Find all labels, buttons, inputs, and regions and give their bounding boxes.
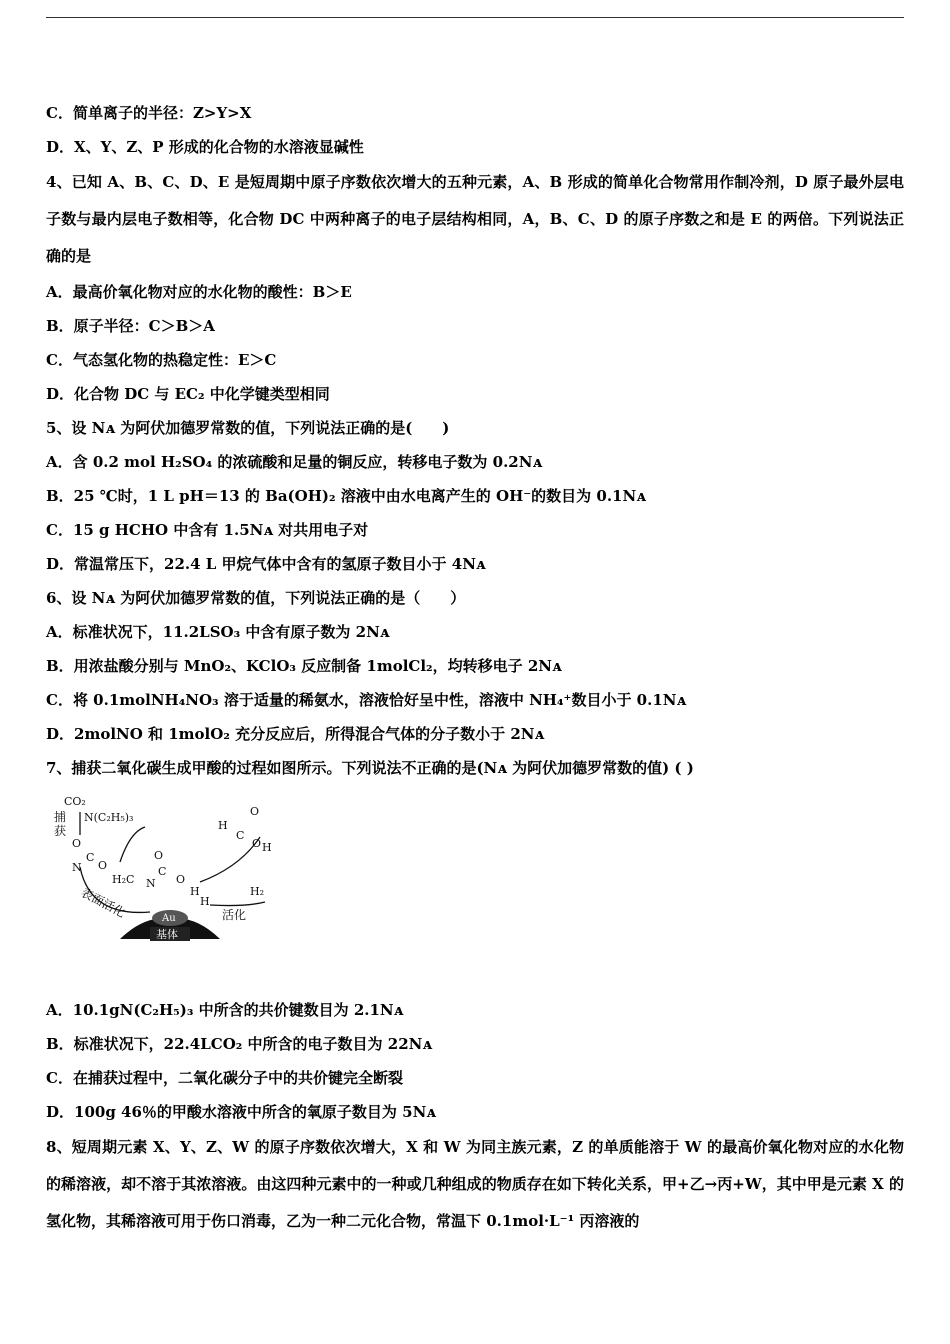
label-capture-1: 捕 bbox=[54, 810, 67, 824]
option-5a: A．含 0.2 mol H₂SO₄ 的浓硫酸和足量的铜反应，转移电子数为 0.2Nᴀ bbox=[46, 453, 543, 471]
label-substrate: 基体 bbox=[156, 928, 178, 941]
h2-arrow bbox=[210, 902, 265, 906]
option-7c: C．在捕获过程中，二氧化碳分子中的共价键完全断裂 bbox=[46, 1069, 403, 1087]
option-5b: B．25 ℃时，1 L pH＝13 的 Ba(OH)₂ 溶液中由水电离产生的 OH⁻的数目为 0.1Nᴀ bbox=[46, 487, 646, 505]
option-6c: C．将 0.1molNH₄NO₃ 溶于适量的稀氨水，溶液恰好呈中性，溶液中 NH₄⁺数目小于 0.1Nᴀ bbox=[46, 691, 687, 709]
product-arrow bbox=[200, 837, 260, 882]
option-4b: B．原子半径：C＞B＞A bbox=[46, 317, 215, 335]
label-c-1: C bbox=[86, 851, 95, 864]
option-7a: A．10.1gN(C₂H₅)₃ 中所含的共价键数目为 2.1Nᴀ bbox=[46, 1001, 404, 1019]
label-h-2: H bbox=[262, 841, 272, 854]
option-6b: B．用浓盐酸分别与 MnO₂、KClO₃ 反应制备 1molCl₂，均转移电子 2Nᴀ bbox=[46, 657, 562, 675]
label-triethylamine: N(C₂H₅)₃ bbox=[84, 811, 134, 824]
header-rule bbox=[46, 17, 904, 18]
document-body bbox=[46, 96, 904, 1240]
question-5-stem: 5、设 Nᴀ 为阿伏加德罗常数的值，下列说法正确的是( ) bbox=[46, 419, 450, 437]
label-surface-activation: 表面活化 bbox=[78, 885, 128, 921]
option-5c: C．15 g HCHO 中含有 1.5Nᴀ 对共用电子对 bbox=[46, 521, 369, 539]
option-6d: D．2molNO 和 1molO₂ 充分反应后，所得混合气体的分子数小于 2Nᴀ bbox=[46, 725, 545, 743]
option-6a: A．标准状况下，11.2LSO₃ 中含有原子数为 2Nᴀ bbox=[46, 623, 390, 641]
label-h-1: H bbox=[218, 819, 228, 832]
label-o-1: O bbox=[72, 837, 82, 850]
option-3d: D．X、Y、Z、P 形成的化合物的水溶液显碱性 bbox=[46, 138, 364, 156]
label-h-3: H bbox=[190, 885, 200, 898]
label-o-5: O bbox=[250, 805, 260, 818]
label-o-2: O bbox=[98, 859, 108, 872]
option-7d: D．100g 46％的甲酸水溶液中所含的氧原子数目为 5Nᴀ bbox=[46, 1103, 436, 1121]
label-c-2: C bbox=[158, 865, 167, 878]
co2-capture-figure bbox=[46, 785, 904, 993]
option-5d: D．常温常压下，22.4 L 甲烷气体中含有的氢原子数目小于 4Nᴀ bbox=[46, 555, 486, 573]
question-6-stem: 6、设 Nᴀ 为阿伏加德罗常数的值，下列说法正确的是（ ） bbox=[46, 589, 466, 607]
question-7-stem: 7、捕获二氧化碳生成甲酸的过程如图所示。下列说法不正确的是(Nᴀ 为阿伏加德罗常数的值) ( ) bbox=[46, 759, 694, 777]
label-activation: 活化 bbox=[222, 908, 247, 922]
label-n-2: N bbox=[146, 877, 156, 890]
label-au: Au bbox=[162, 913, 176, 924]
reaction-diagram bbox=[50, 787, 290, 947]
option-3c: C．简单离子的半径：Z>Y>X bbox=[46, 104, 252, 122]
question-8-stem: 8、短周期元素 X、Y、Z、W 的原子序数依次增大，X 和 W 为同主族元素，Z 的单质能溶于 W 的最高价氧化物对应的水化物的稀溶液，却不溶于其浓溶液。由这四种元素中的一种或几种组成的物质存在如下转化关系，甲+乙→丙+W，其中甲是元素 X 的氢化物，其稀溶液可用于伤口消毒，乙为一种二元化合物，常温下 0.1mol·L⁻¹ 丙溶液的 bbox=[46, 1138, 904, 1230]
label-co2: CO₂ bbox=[64, 795, 86, 808]
label-capture-2: 获 bbox=[54, 824, 67, 838]
label-h2: H₂ bbox=[250, 885, 265, 898]
label-c-3: C bbox=[236, 829, 245, 842]
label-h-4: H bbox=[200, 895, 210, 908]
label-o-3: O bbox=[154, 849, 164, 862]
label-n-1: N bbox=[72, 861, 82, 874]
up-arrow bbox=[120, 827, 145, 862]
option-4c: C．气态氢化物的热稳定性：E＞C bbox=[46, 351, 277, 369]
label-h2c: H₂C bbox=[112, 873, 135, 886]
option-4a: A．最高价氧化物对应的水化物的酸性：B＞E bbox=[46, 283, 352, 301]
question-4-stem: 4、已知 A、B、C、D、E 是短周期中原子序数依次增大的五种元素，A、B 形成的简单化合物常用作制冷剂，D 原子最外层电子数与最内层电子数相等，化合物 DC 中两种离子的电子层结构相同，A，B、C、D 的原子序数之和是 E 的两倍。下列说法正确的是 bbox=[46, 173, 904, 265]
label-o-4: O bbox=[176, 873, 186, 886]
label-o-6: O bbox=[252, 837, 262, 850]
option-4d: D．化合物 DC 与 EC₂ 中化学键类型相同 bbox=[46, 385, 330, 403]
option-7b: B．标准状况下，22.4LCO₂ 中所含的电子数目为 22Nᴀ bbox=[46, 1035, 432, 1053]
